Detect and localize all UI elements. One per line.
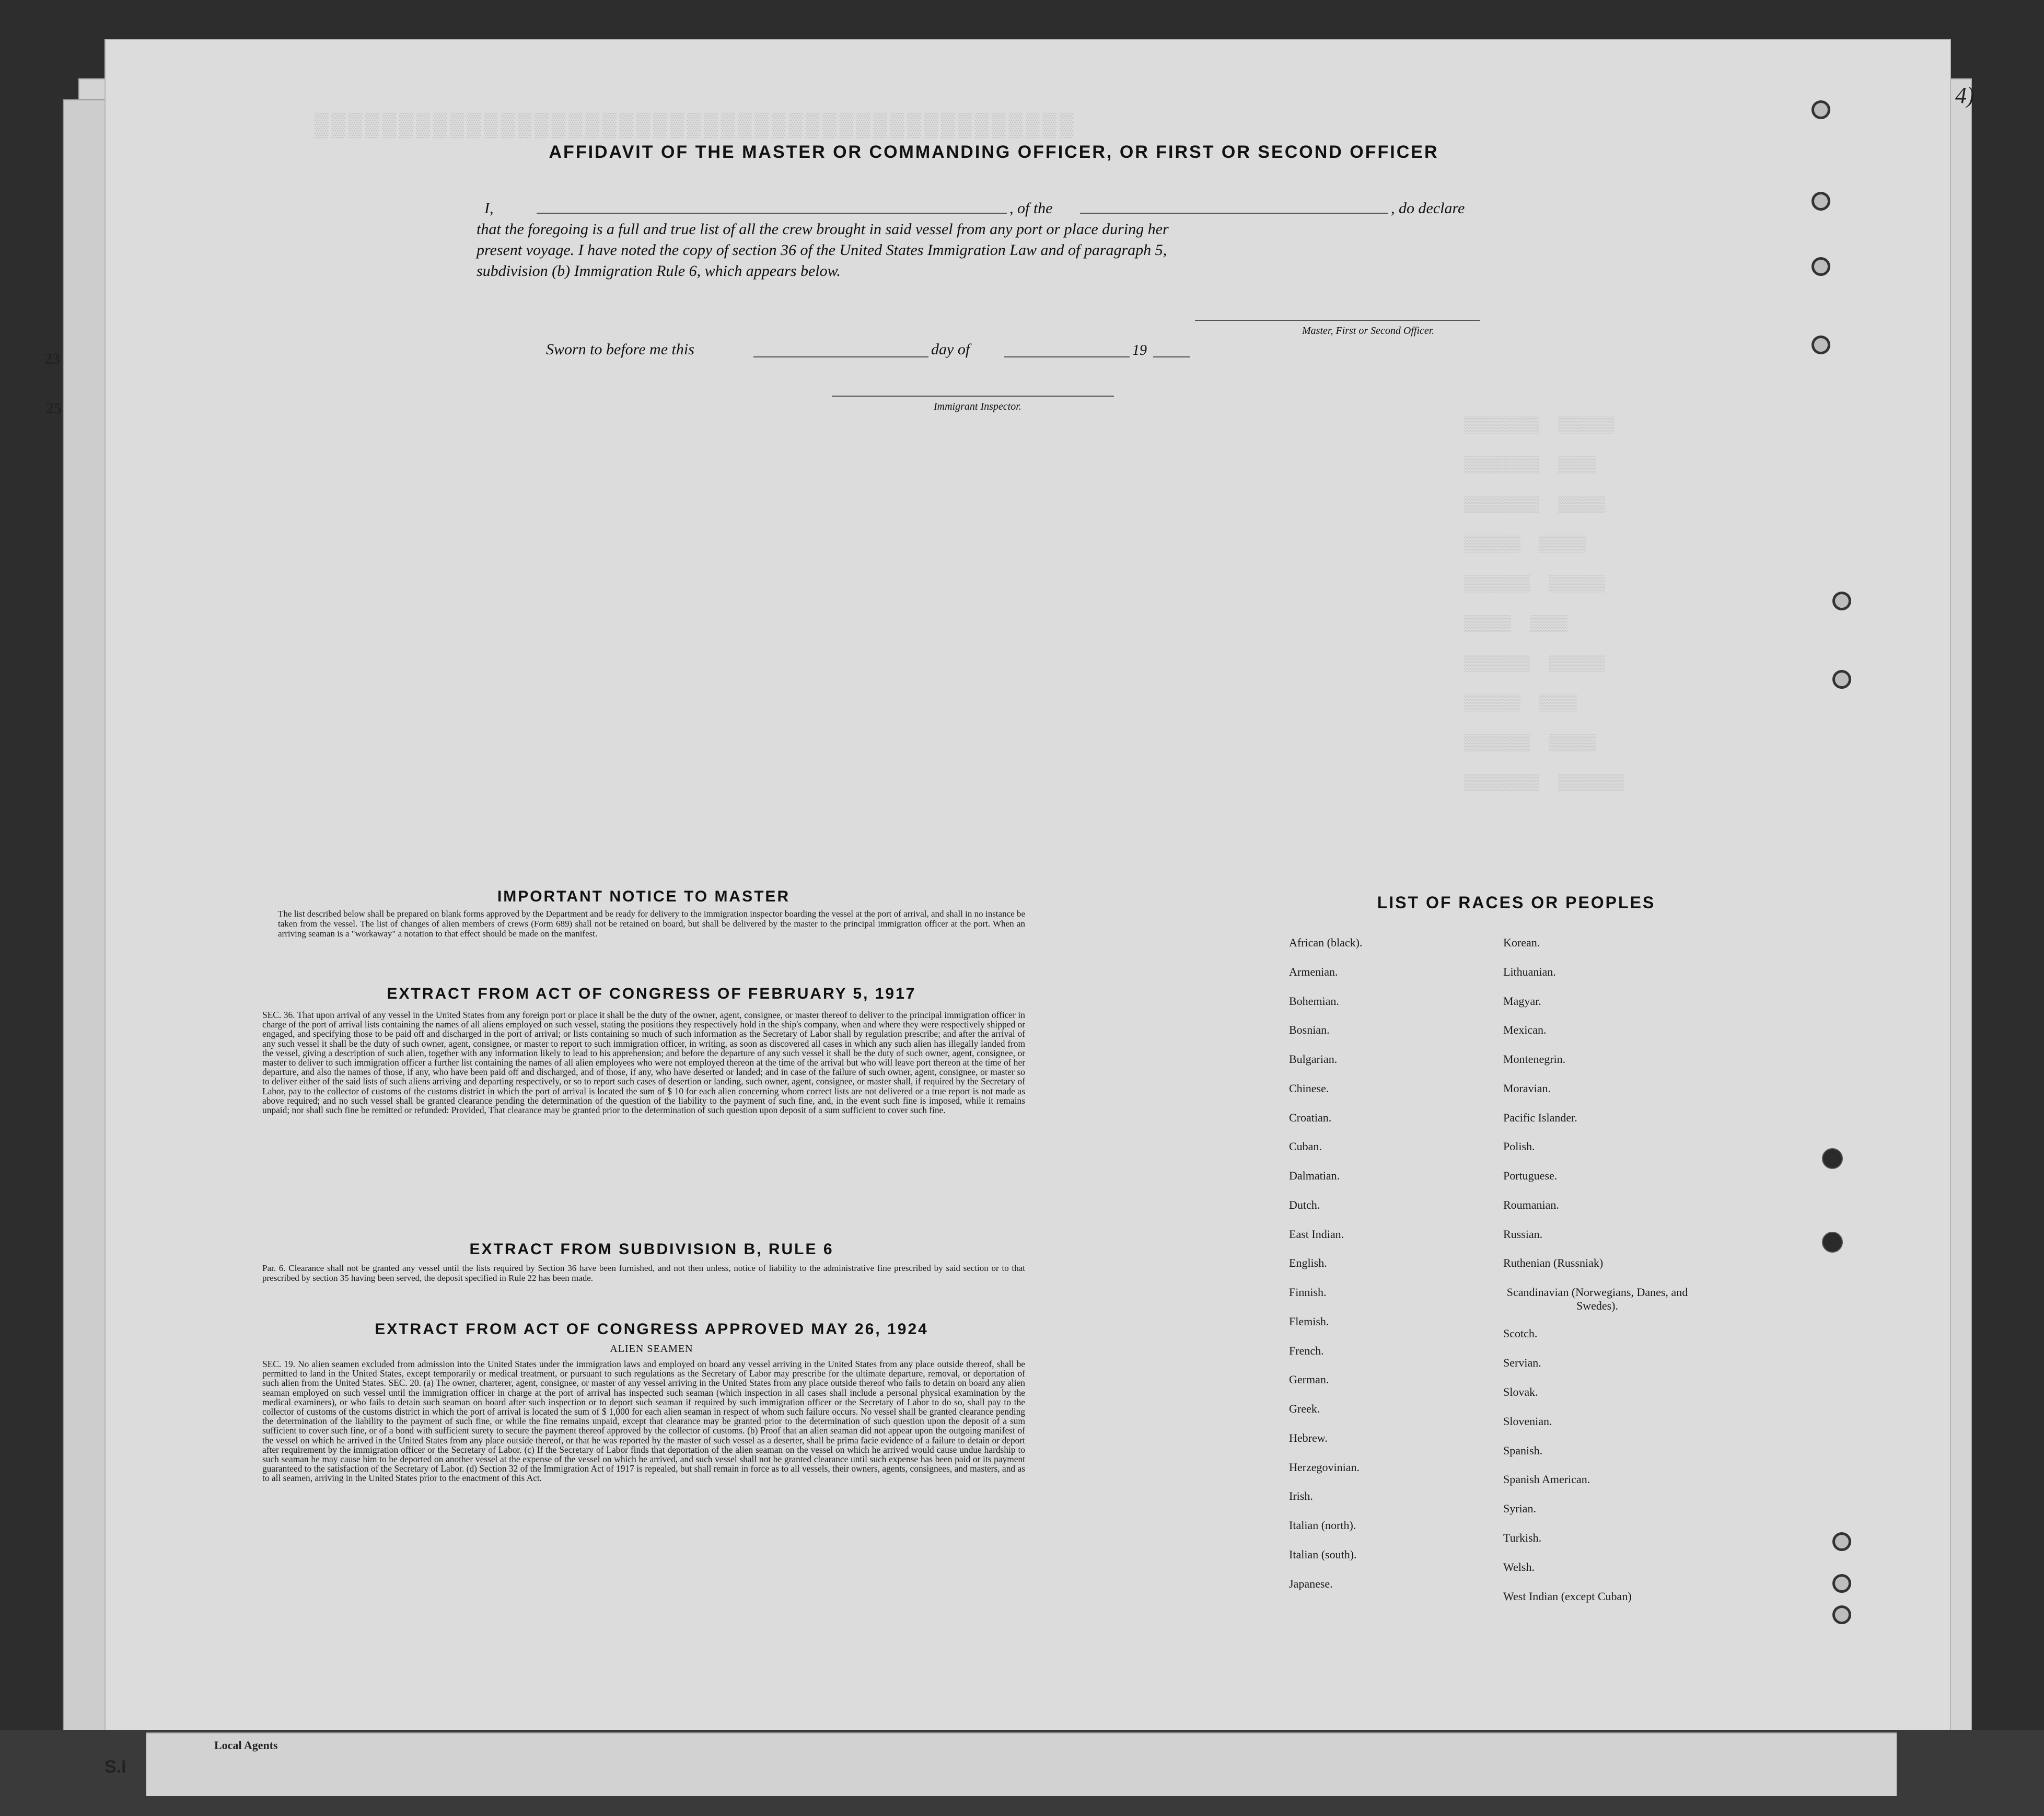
- extract-1924-subtitle: ALIEN SEAMEN: [610, 1343, 693, 1355]
- race-item: Korean.: [1503, 936, 1540, 949]
- sworn-year-blank[interactable]: [1153, 356, 1190, 357]
- sworn-day-blank[interactable]: [753, 356, 928, 357]
- local-agents-label: Local Agents: [214, 1739, 278, 1752]
- race-item: Greek.: [1289, 1402, 1320, 1415]
- declare-i: I,: [484, 200, 494, 217]
- race-item: Japanese.: [1289, 1577, 1333, 1590]
- race-item: Slovak.: [1503, 1385, 1538, 1398]
- race-item: Chinese.: [1289, 1082, 1329, 1095]
- race-item: Spanish.: [1503, 1444, 1543, 1457]
- bleed-through-rows: ▒▒▒▒▒▒▒▒ ▒▒▒▒▒▒ ▒▒▒▒▒▒▒▒ ▒▒▒▒ ▒▒▒▒▒▒▒▒ ▒▒▒▒▒ ▒▒▒▒▒▒ ▒▒▒▒▒ ▒▒▒▒▒▒▒ ▒▒▒▒▒▒ ▒▒▒▒▒ ▒▒▒▒ ▒▒▒▒▒▒▒ ▒▒▒▒▒▒ ▒▒▒▒▒▒ ▒▒▒▒ ▒▒▒▒▒▒▒ ▒▒▒▒▒ ▒▒▒▒▒▒▒▒ ▒▒▒▒▒▒▒: [1464, 417, 1624, 792]
- binder-hole-punched: [1822, 1232, 1843, 1253]
- race-item: Turkish.: [1503, 1531, 1542, 1544]
- race-item: East Indian.: [1289, 1228, 1344, 1241]
- binder-hole: [1811, 100, 1830, 119]
- races-title: LIST OF RACES OR PEOPLES: [1377, 893, 1656, 912]
- race-item: Croatian.: [1289, 1111, 1332, 1124]
- bleed-through: ▒▒▒▒▒▒▒▒▒▒▒▒▒▒▒▒▒▒▒▒▒▒▒▒▒▒▒▒▒▒▒▒▒▒▒▒▒▒▒▒▒▒▒▒▒: [315, 113, 1077, 140]
- race-item: Herzegovinian.: [1289, 1461, 1360, 1474]
- race-item: Bulgarian.: [1289, 1052, 1338, 1066]
- race-item: German.: [1289, 1373, 1329, 1386]
- bottom-code: S.I: [104, 1757, 126, 1777]
- master-caption: Master, First or Second Officer.: [1302, 325, 1435, 337]
- binder-hole: [1832, 1532, 1851, 1551]
- margin-mark-b: 25: [46, 400, 62, 417]
- race-item: Moravian.: [1503, 1082, 1551, 1095]
- binder-hole: [1832, 592, 1851, 610]
- page-number-mark: 4): [1955, 83, 1975, 108]
- year-prefix: 19: [1132, 342, 1147, 358]
- race-item: Hebrew.: [1289, 1431, 1328, 1444]
- affidavit-line-4: subdivision (b) Immigration Rule 6, which appears below.: [477, 262, 841, 280]
- race-item: Dutch.: [1289, 1198, 1320, 1211]
- race-item: Scandinavian (Norwegians, Danes, and Swedes).: [1506, 1286, 1688, 1312]
- race-item: Italian (north).: [1289, 1519, 1356, 1532]
- binder-hole: [1811, 192, 1830, 211]
- margin-mark-a: 23: [44, 350, 60, 367]
- declare-do: , do declare: [1391, 200, 1465, 217]
- extract-1917-title: EXTRACT FROM ACT OF CONGRESS OF FEBRUARY 5, 1917: [387, 985, 916, 1002]
- notice-body: The list described below shall be prepared on blank forms approved by the Department and be ready for delivery to the immigration inspector boarding the vessel at the port of arrival, and shall in no instance be taken from the vessel. The list of changes of alien members of crews (Form 689) shall not be retained on board, but shall be delivered by the master to the principal immigration officer at the port. When an arriving seaman is a "workaway" a notation to that effect should be made on the manifest.: [278, 909, 1025, 939]
- race-item: Dalmatian.: [1289, 1169, 1340, 1182]
- extract-1917-body: SEC. 36. That upon arrival of any vessel in the United States from any foreign port or place it shall be the duty of the owner, agent, consignee, or master thereof to deliver to the principal immigration officer in charge of the port of arrival lists containing the names of all aliens employed on such vessel, stating the positions they respectively hold in the ship's company, when and where they were respectively shipped or engaged, and specifying those to be paid off and discharged in the port of arrival; or lists containing so much of such information as the Secretary of Labor shall by regulation prescribe; and after the arrival of any such vessel it shall be the duty of such owner, agent, consignee, or master to report to such immigration officer, in writing, as soon as discovered all cases in which any such alien has illegally landed from the vessel, giving a description of such alien, together with any information likely to lead to his apprehension; and before the departure of any such vessel it shall be the duty of such owner, agent, consignee, or master to deliver to such immigration officer a further list containing the names of all alien employees who were not employed thereon at the time of the arrival but who will leave port thereon at the time of her departure, and also the names of those, if any, who have been paid off and discharged, and of those, if any, who have deserted or landed; and in case of the failure of such owner, agent, consignee, or master so to deliver either of the said lists of such aliens arriving and departing respectively, or so to report such cases of desertion or landing, such owner, agent, consignee, or master shall, if required by the Secretary of Labor, pay to the collector of customs of the customs district in which the port of arrival is located the sum of $ 10 for each alien concerning whom correct lists are not delivered or a true report is not made as above required; and no such vessel shall be granted clearance pending the determination of the question of the liability to the payment of such fine, and, in the event such fine is imposed, while it remains unpaid; nor shall such fine be remitted or refunded: Provided, That clearance may be granted prior to the determination of such question upon deposit of a sum sufficient to cover such fine.: [262, 1010, 1025, 1116]
- race-item: Scotch.: [1503, 1327, 1538, 1340]
- sworn-label: Sworn to before me this: [546, 341, 694, 358]
- binder-hole: [1811, 257, 1830, 276]
- affidavit-line-2: that the foregoing is a full and true list of all the crew brought in said vessel from any port or place during her: [477, 221, 1169, 238]
- affidavit-line-3: present voyage. I have noted the copy of section 36 of the United States Immigration Law and of paragraph 5,: [477, 241, 1167, 259]
- binder-hole-punched: [1822, 1148, 1843, 1169]
- race-item: Roumanian.: [1503, 1198, 1559, 1211]
- race-item: Spanish American.: [1503, 1473, 1590, 1486]
- race-item: Flemish.: [1289, 1315, 1329, 1328]
- name-blank[interactable]: [537, 213, 1007, 214]
- affidavit-title: AFFIDAVIT OF THE MASTER OR COMMANDING OFFICER, OR FIRST OR SECOND OFFICER: [549, 142, 1439, 162]
- race-item: Finnish.: [1289, 1286, 1327, 1299]
- sworn-month-blank[interactable]: [1004, 356, 1130, 357]
- race-item: Mexican.: [1503, 1023, 1547, 1036]
- race-item: Polish.: [1503, 1140, 1535, 1153]
- affidavit-page: [104, 39, 1975, 1740]
- race-item: Magyar.: [1503, 994, 1541, 1008]
- race-item: Irish.: [1289, 1489, 1313, 1502]
- race-item: Montenegrin.: [1503, 1052, 1566, 1066]
- race-item: Pacific Islander.: [1503, 1111, 1577, 1124]
- race-item: Russian.: [1503, 1228, 1543, 1241]
- extract-1924-body: SEC. 19. No alien seamen excluded from admission into the United States under the immigration laws and employed on board any vessel arriving in the United States from any place outside thereof, shall be permitted to land in the United States, except temporarily or medical treatment, or pursuant to such regulations as the Secretary of Labor may prescribe for the ultimate departure, removal, or deportation of such alien from the United States. SEC. 20. (a) The owner, charterer, agent, consignee, or master of any vessel arriving in the United States from any place outside thereof who fails to detain on board any alien seaman employed on such vessel until the immigration officer in charge at the port of arrival has inspected such seaman (which inspection in all cases shall include a personal physical examination by the medical examiners), or who fails to detain such seaman on board after such inspection or to deport such seaman if required by such immigration officer or the Secretary of Labor to do so, shall pay to the collector of customs of the customs district in which the port of arrival is located the sum of $ 1,000 for each alien seaman in respect of whom such failure occurs. No vessel shall be granted clearance pending the determination of the liability to the payment of such fine, or while the fine remains unpaid, except that clearance may be granted prior to the determination of such question upon the deposit of a sum sufficient to cover such fine, or of a bond with sufficient surety to secure the payment thereof approved by the collector of customs. (b) Proof that an alien seaman did not appear upon the outgoing manifest of the vessel on which he arrived in the United States from any place outside thereof, or that he was reported by the master of such vessel as a deserter, shall be prima facie evidence of a failure to detain or deport after requirement by the immigration officer or the Secretary of Labor. (c) If the Secretary of Labor finds that deportation of the alien seaman on the vessel on which he arrived would cause undue hardship to such seaman he may cause him to be deported on another vessel at the expense of the vessel on which he arrived, and such vessel shall not be granted clearance until such expense has been paid or its payment guaranteed to the satisfaction of the Secretary of Labor. (d) Section 32 of the Immigration Act of 1917 is repealed, but shall remain in force as to all vessels, their owners, agents, consignees, and masters, and as to all seamen, arriving in the United States prior to the enactment of this Act.: [262, 1359, 1025, 1484]
- declare-of-the: , of the: [1009, 200, 1053, 217]
- race-item: African (black).: [1289, 936, 1363, 949]
- race-item: Armenian.: [1289, 965, 1338, 978]
- extract-rule6-body: Par. 6. Clearance shall not be granted any vessel until the lists required by Section 36 have been furnished, and not then unless, notice of liability to the administrative fine prescribed by said section or to that prescribed by section 35 having been served, the deposit specified in Rule 22 has been made.: [262, 1263, 1025, 1283]
- race-item: West Indian (except Cuban): [1503, 1590, 1632, 1603]
- binder-hole: [1832, 1574, 1851, 1593]
- race-item: Syrian.: [1503, 1502, 1536, 1515]
- race-item: Cuban.: [1289, 1140, 1322, 1153]
- vessel-blank[interactable]: [1080, 213, 1388, 214]
- race-item: Welsh.: [1503, 1560, 1535, 1574]
- race-item: French.: [1289, 1344, 1324, 1357]
- race-item: Slovenian.: [1503, 1415, 1552, 1428]
- binder-hole: [1832, 1605, 1851, 1624]
- inspector-caption: Immigrant Inspector.: [934, 401, 1021, 412]
- race-item: Lithuanian.: [1503, 965, 1556, 978]
- binder-hole: [1832, 670, 1851, 689]
- race-item: Servian.: [1503, 1356, 1541, 1369]
- race-item: English.: [1289, 1256, 1327, 1269]
- notice-title: IMPORTANT NOTICE TO MASTER: [497, 888, 791, 905]
- race-item: Bosnian.: [1289, 1023, 1330, 1036]
- race-item: Portuguese.: [1503, 1169, 1558, 1182]
- extract-1924-title: EXTRACT FROM ACT OF CONGRESS APPROVED MAY 26, 1924: [375, 1321, 928, 1338]
- day-of-label: day of: [931, 341, 970, 358]
- race-item: Ruthenian (Russniak): [1503, 1256, 1604, 1269]
- bottom-underlying-form: [104, 1732, 1897, 1796]
- binder-hole: [1811, 336, 1830, 354]
- master-signature-line[interactable]: [1195, 320, 1480, 321]
- inspector-signature-line[interactable]: [832, 396, 1114, 397]
- race-item: Bohemian.: [1289, 994, 1339, 1008]
- extract-rule6-title: EXTRACT FROM SUBDIVISION B, RULE 6: [469, 1241, 834, 1258]
- race-item: Italian (south).: [1289, 1548, 1357, 1561]
